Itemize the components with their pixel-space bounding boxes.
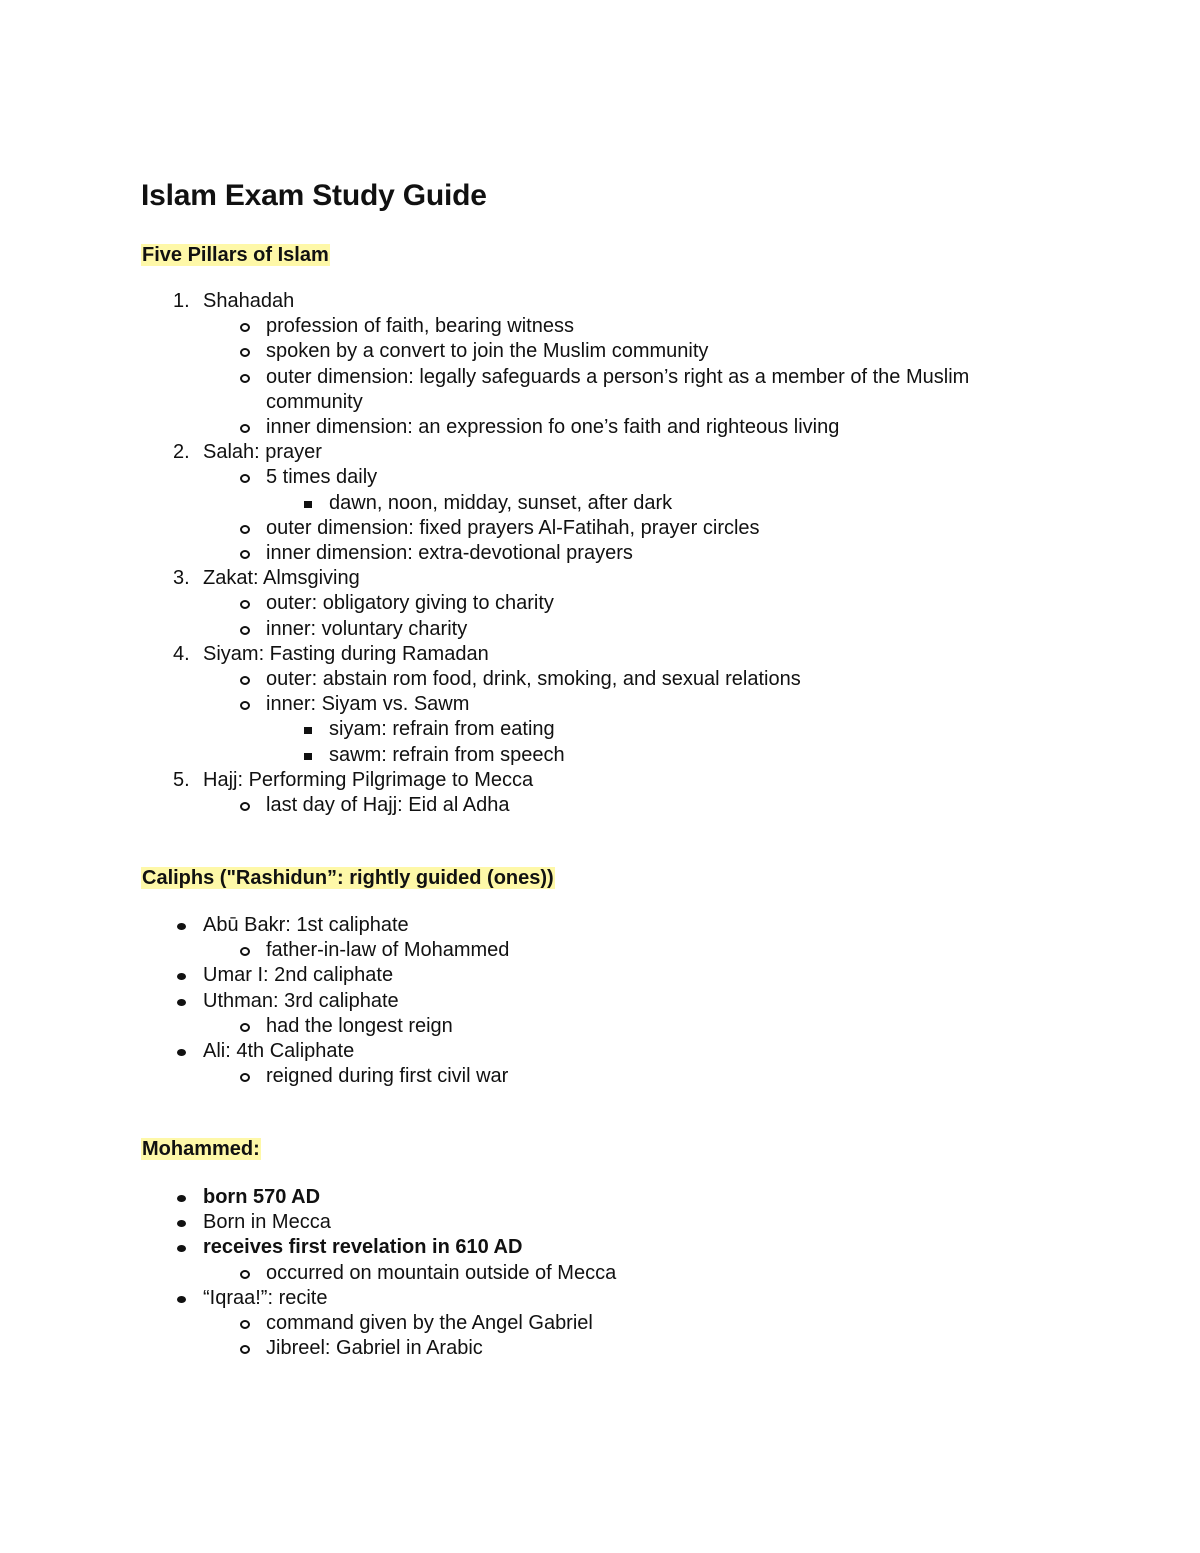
list-item-text: Umar I: 2nd caliphate	[203, 964, 394, 987]
hollow-bullet-icon	[240, 1073, 250, 1082]
hollow-bullet-icon	[240, 474, 250, 483]
hollow-bullet-icon	[240, 1345, 250, 1354]
list-item-text: Shahadah	[203, 290, 295, 312]
hollow-bullet-icon	[240, 1023, 250, 1032]
hollow-bullet-icon	[240, 802, 250, 811]
list-item	[0, 1261, 616, 1286]
list-item-text: receives first revelation in 610 AD	[203, 1236, 523, 1259]
list-item	[0, 1039, 509, 1064]
list-item	[0, 1014, 509, 1039]
heading-highlight: Caliphs ("Rashidun”: rightly guided (ones))	[142, 867, 554, 889]
list-item	[0, 1210, 616, 1235]
list-item	[0, 913, 509, 938]
list-item-text: Ali: 4th Caliphate	[203, 1040, 355, 1063]
bullet-icon	[177, 973, 186, 980]
list-item	[0, 365, 1066, 415]
list-number: 5.	[173, 768, 190, 791]
list-item-text: outer: abstain rom food, drink, smoking, and sexual relations	[266, 668, 801, 691]
list-item-text: command given by the Angel Gabriel	[266, 1312, 593, 1335]
hollow-bullet-icon	[240, 626, 250, 635]
list-item	[0, 963, 509, 988]
hollow-bullet-icon	[240, 348, 250, 357]
list-item	[0, 440, 1066, 465]
list-item-text: outer: obligatory giving to charity	[266, 592, 554, 615]
list-number: 3.	[173, 567, 190, 590]
bullet-icon	[177, 1245, 186, 1252]
section-heading-five-pillars	[141, 242, 330, 268]
heading-highlight: Mohammed:	[142, 1138, 260, 1160]
list-item	[0, 768, 1066, 793]
list-item	[0, 1311, 616, 1336]
five-pillars-list	[0, 289, 1066, 818]
mohammed-list	[0, 1185, 616, 1361]
hollow-bullet-icon	[240, 525, 250, 534]
list-item-text: Abū Bakr: 1st caliphate	[203, 914, 409, 936]
list-item-text: inner: Siyam vs. Sawm	[266, 693, 470, 716]
list-item	[0, 1235, 616, 1260]
hollow-bullet-icon	[240, 374, 250, 383]
list-item-text: occurred on mountain outside of Mecca	[266, 1261, 617, 1284]
list-item-text: Zakat: Almsgiving	[203, 567, 360, 590]
list-item-text: born 570 AD	[203, 1186, 321, 1208]
list-item-text: Siyam: Fasting during Ramadan	[203, 642, 489, 665]
list-item-text: inner dimension: extra-devotional prayers	[266, 542, 633, 565]
list-number: 4.	[173, 642, 190, 665]
hollow-bullet-icon	[240, 1270, 250, 1279]
list-item	[0, 1336, 616, 1361]
list-item	[0, 566, 1066, 591]
square-bullet-icon	[304, 501, 312, 508]
square-bullet-icon	[304, 727, 312, 734]
list-item-text: inner: voluntary charity	[266, 617, 468, 640]
list-item-text: Uthman: 3rd caliphate	[203, 989, 399, 1012]
list-item-text: spoken by a convert to join the Muslim community	[266, 340, 709, 363]
list-item	[0, 938, 509, 963]
list-item-text: last day of Hajj: Eid al Adha	[266, 794, 510, 817]
list-item	[0, 692, 1066, 717]
list-item-text: outer dimension: legally safeguards a person’s right as a member of the Muslim community	[266, 365, 970, 413]
list-item-text: siyam: refrain from eating	[329, 718, 555, 741]
caliphs-list	[0, 913, 509, 1089]
list-item-text: Hajj: Performing Pilgrimage to Mecca	[203, 768, 534, 791]
list-item	[0, 516, 1066, 541]
section-heading-mohammed	[141, 1136, 261, 1162]
list-item	[0, 491, 1066, 516]
hollow-bullet-icon	[240, 550, 250, 559]
list-number: 1.	[173, 290, 190, 312]
hollow-bullet-icon	[240, 323, 250, 332]
list-item	[0, 642, 1066, 667]
hollow-bullet-icon	[240, 701, 250, 710]
list-item-text: Jibreel: Gabriel in Arabic	[266, 1337, 483, 1360]
bullet-icon	[177, 1220, 186, 1227]
heading-highlight: Five Pillars of Islam	[142, 244, 329, 266]
list-item	[0, 617, 1066, 642]
list-item	[0, 415, 1066, 440]
bullet-icon	[177, 1296, 186, 1303]
bullet-icon	[177, 923, 186, 930]
list-item	[0, 339, 1066, 364]
list-item	[0, 541, 1066, 566]
list-item	[0, 717, 1066, 742]
list-item-text: “Iqraa!”: recite	[203, 1286, 328, 1309]
bullet-icon	[177, 1049, 186, 1056]
list-number: 2.	[173, 441, 190, 464]
list-item-text: inner dimension: an expression fo one’s faith and righteous living	[266, 416, 840, 439]
list-item	[0, 1064, 509, 1089]
list-item	[0, 989, 509, 1014]
list-item	[0, 289, 1066, 314]
list-item-text: dawn, noon, midday, sunset, after dark	[329, 491, 673, 514]
hollow-bullet-icon	[240, 947, 250, 956]
list-item	[0, 314, 1066, 339]
section-heading-caliphs	[141, 865, 555, 891]
list-item-text: Salah: prayer	[203, 441, 322, 464]
list-item-text: father-in-law of Mohammed	[266, 939, 510, 962]
hollow-bullet-icon	[240, 1320, 250, 1329]
list-item-text: profession of faith, bearing witness	[266, 315, 574, 338]
list-item-text: sawm: refrain from speech	[329, 743, 565, 766]
list-item-text: Born in Mecca	[203, 1211, 331, 1234]
page-title: Islam Exam Study Guide	[141, 179, 487, 212]
list-item	[0, 793, 1066, 818]
bullet-icon	[177, 1195, 186, 1202]
hollow-bullet-icon	[240, 424, 250, 433]
list-item	[0, 1286, 616, 1311]
list-item-text: reigned during first civil war	[266, 1065, 509, 1088]
list-item-text: 5 times daily	[266, 466, 378, 489]
hollow-bullet-icon	[240, 676, 250, 685]
list-item	[0, 743, 1066, 768]
list-item	[0, 465, 1066, 490]
hollow-bullet-icon	[240, 600, 250, 609]
square-bullet-icon	[304, 753, 312, 760]
list-item-text: outer dimension: fixed prayers Al-Fatihah, prayer circles	[266, 516, 760, 539]
bullet-icon	[177, 999, 186, 1006]
list-item	[0, 667, 1066, 692]
list-item	[0, 591, 1066, 616]
list-item-text: had the longest reign	[266, 1014, 453, 1037]
list-item	[0, 1185, 616, 1210]
